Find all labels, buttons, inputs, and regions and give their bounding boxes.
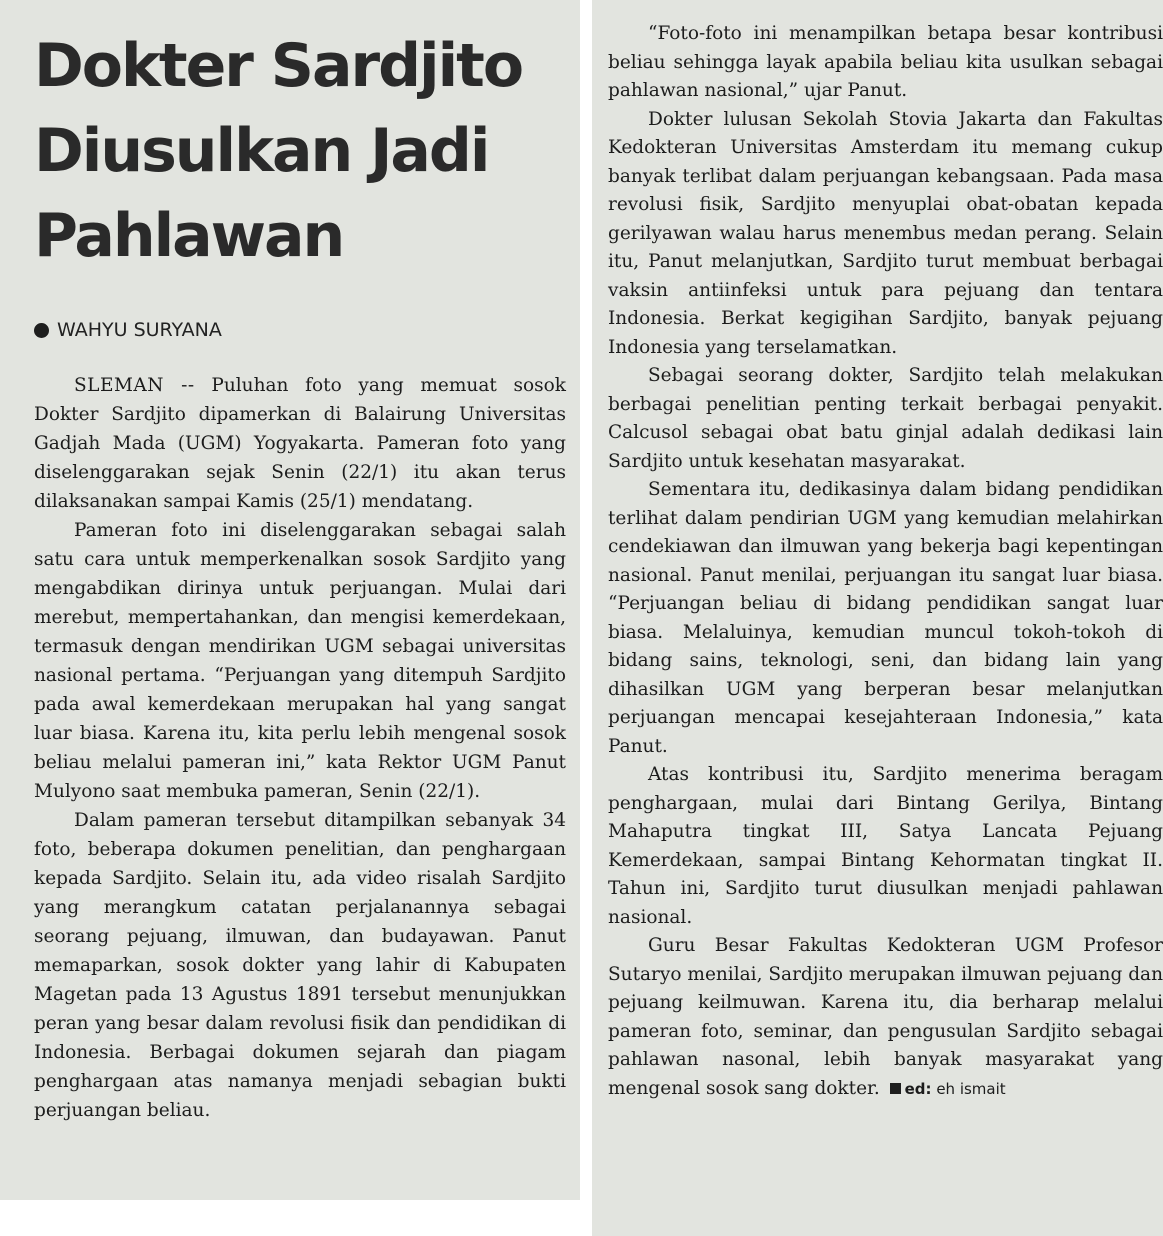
paragraph-text: Guru Besar Fakultas Kedokteran UGM Profesor Sutaryo menilai, Sardjito merupakan ilmuwan pejuang dan pejuang keilmuwan. Karena itu, dia berharap melalui pameran foto, seminar, dan pengusulan Sardjito sebagai pahlawan nasonal, lebih banyak masyarakat yang mengenal sosok sang dokter. — [608, 935, 1163, 1099]
end-mark-icon — [890, 1083, 901, 1094]
dateline: SLEMAN -- — [74, 375, 195, 396]
article-paragraph: “Foto-foto ini menampilkan betapa besar kontribusi beliau sehingga layak apabila beliau kita usulkan sebagai pahlawan nasional,” ujar Panut. — [608, 23, 1163, 101]
article-paragraph: Sementara itu, dedikasinya dalam bidang pendidikan terlihat dalam pendirian UGM yang kemudian melahirkan cendekiawan dan ilmuwan yang bekerja bagi kepentingan nasional. Panut menilai, perjuangan itu sangat luar biasa. “Perjuangan beliau di bidang pendidikan sangat luar biasa. Melaluinya, kemudian muncul tokoh-tokoh di bidang sains, teknologi, seni, dan bidang lain yang dihasilkan UGM yang berperan besar melanjutkan perjuangan mencapai kesejahteraan Indonesia,” kata Panut. — [608, 479, 1163, 757]
byline-name: WAHYU SURYANA — [57, 319, 222, 341]
editor-credit — [886, 1080, 1006, 1098]
bullet-icon — [34, 323, 49, 338]
article-column-left — [0, 0, 580, 1200]
byline — [34, 319, 566, 341]
headline-line: Pahlawan — [34, 201, 344, 271]
headline — [34, 24, 566, 279]
headline-line: Dokter Sardjito — [34, 31, 523, 101]
paragraph-text: Puluhan foto yang memuat sosok Dokter Sardjito dipamerkan di Balairung Universitas Gadjah Mada (UGM) Yogyakarta. Pameran foto yang diselenggarakan sejak Senin (22/1) itu akan terus dilaksanakan sampai Kamis (25/1) mendatang. — [34, 375, 566, 512]
article-paragraph: Pameran foto ini diselenggarakan sebagai salah satu cara untuk memperkenalkan sosok Sardjito yang mengabdikan dirinya untuk perjuangan. Mulai dari merebut, mempertahankan, dan mengisi kemerdekaan, termasuk dengan mendirikan UGM sebagai universitas nasional pertama. “Perjuangan yang ditempuh Sardjito pada awal kemerdekaan merupakan hal yang sangat luar biasa. Karena itu, kita perlu lebih mengenal sosok beliau melalui pameran ini,” kata Rektor UGM Panut Mulyono saat membuka pameran, Senin (22/1). — [34, 520, 566, 802]
article-paragraph — [34, 371, 566, 516]
article-paragraph: Atas kontribusi itu, Sardjito menerima beragam penghargaan, mulai dari Bintang Gerilya, Bintang Mahaputra tingkat III, Satya Lancata Pejuang Kemerdekaan, sampai Bintang Kehormatan tingkat II. Tahun ini, Sardjito turut diusulkan menjadi pahlawan nasional. — [608, 764, 1163, 928]
article-paragraph: Dalam pameran tersebut ditampilkan sebanyak 34 foto, beberapa dokumen penelitian, dan penghargaan kepada Sardjito. Selain itu, ada video risalah Sardjito yang merangkum catatan perjalanannya sebagai seorang pejuang, ilmuwan, dan budayawan. Panut memaparkan, sosok dokter yang lahir di Kabupaten Magetan pada 13 Agustus 1891 tersebut menunjukkan peran yang besar dalam revolusi fisik dan pendidikan di Indonesia. Berbagai dokumen sejarah dan piagam penghargaan atas namanya menjadi sebagian bukti perjuangan beliau. — [34, 810, 566, 1121]
article-paragraph: Sebagai seorang dokter, Sardjito telah melakukan berbagai penelitian penting terkait berbagai penyakit. Calcusol sebagai obat batu ginjal adalah dedikasi lain Sardjito untuk kesehatan masyarakat. — [608, 365, 1163, 472]
headline-line: Diusulkan Jadi — [34, 116, 489, 186]
editor-name: eh ismait — [936, 1079, 1006, 1098]
editor-label: ed: — [904, 1079, 932, 1098]
article-column-right — [592, 0, 1163, 1236]
article-paragraph — [608, 932, 1163, 1103]
article-paragraph: Dokter lulusan Sekolah Stovia Jakarta dan Fakultas Kedokteran Universitas Amsterdam itu memang cukup banyak terlibat dalam perjuangan kebangsaan. Pada masa revolusi fisik, Sardjito menyuplai obat-obatan kepada gerilyawan walau harus menembus medan perang. Selain itu, Panut melanjutkan, Sardjito turut membuat berbagai vaksin antiinfeksi untuk para pejuang dan tentara Indonesia. Berkat kegigihan Sardjito, banyak pejuang Indonesia yang terselamatkan. — [608, 108, 1163, 358]
